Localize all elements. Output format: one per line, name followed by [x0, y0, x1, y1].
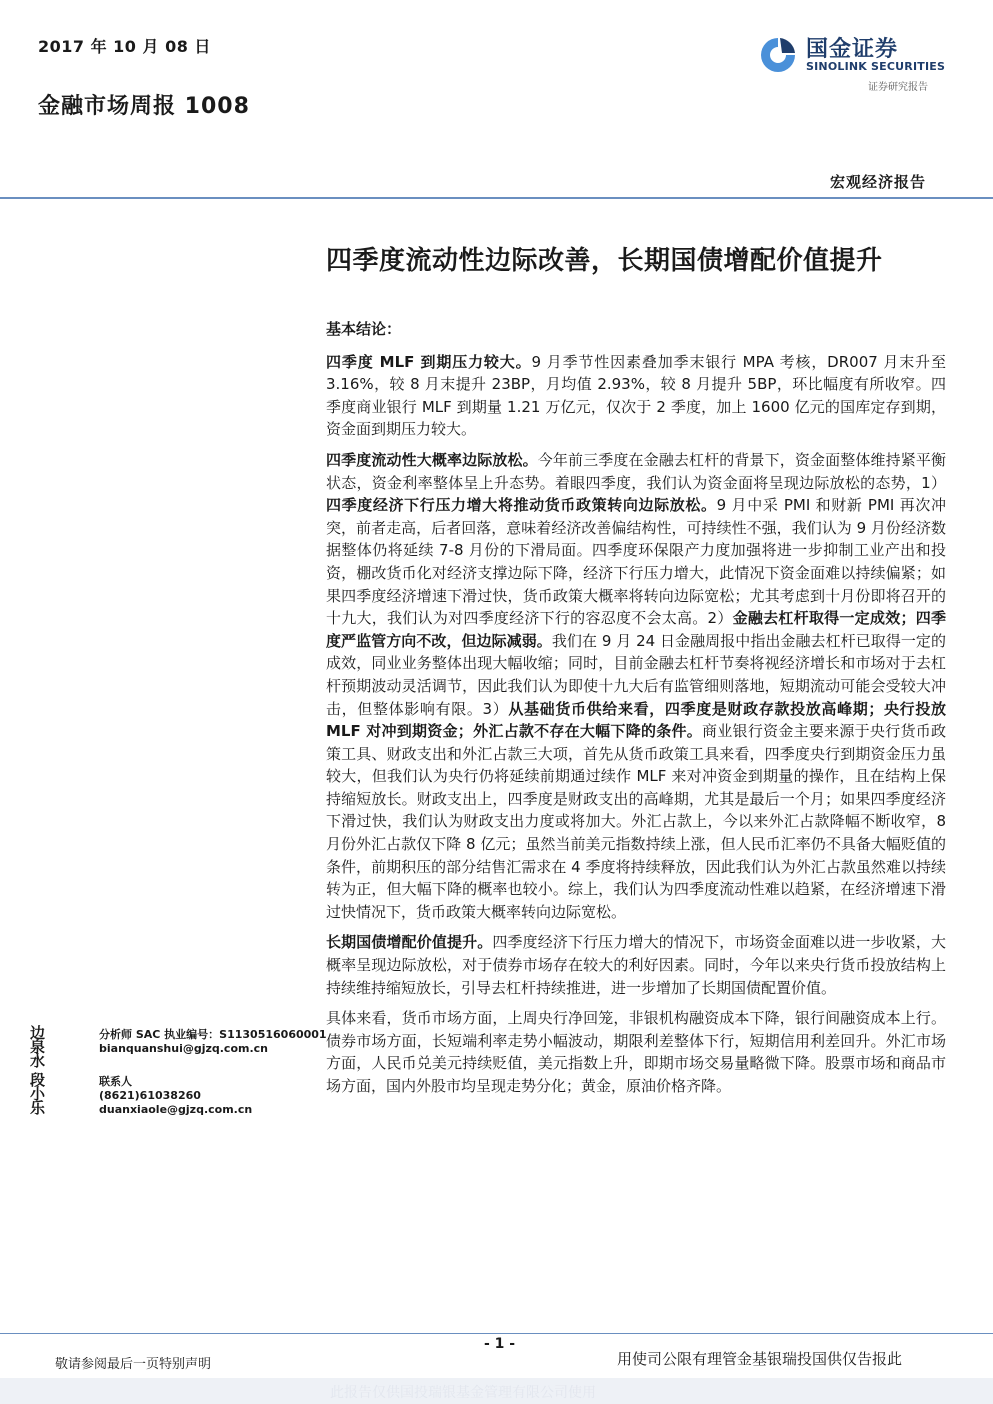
body-text: 9 月中采 PMI 和财新 PMI 再次冲突，前者走高，后者回落，意味着经济改善偏结构性，可持续性不强，我们认为 9 月份经济数据整体仍将延续 7-8 月份的下滑局面。四季度环保限产力度加强将进一步抑制工业产出和投资，棚改货币化对经济支撑边际下降，经济下行压力增大，此情况下资金面难以持续偏紧；如果四季度经济增速下滑过快，货币政策大概率将转向边际宽松；尤其考虑到十月份即将召开的十九大，我们认为对四季度经济下行的容忍度不会太高。2）: [326, 496, 946, 628]
page-number: - 1 -: [484, 1336, 516, 1352]
author-role: 分析师 SAC 执业编号：S1130516060001: [99, 1028, 327, 1041]
header-divider: [0, 197, 993, 199]
author-email[interactable]: bianquanshui@gjzq.com.cn: [99, 1042, 269, 1055]
author-email[interactable]: duanxiaole@gjzq.com.cn: [99, 1103, 253, 1116]
author-role: 联系人: [99, 1075, 132, 1088]
main-content: [326, 318, 946, 1106]
emphasis-text: 从基础货币供给来看，四季度是财政存款投放高峰期；央行投放 MLF 对冲到期资金；外汇占款不存在大幅下降的条件。: [326, 699, 946, 741]
company-logo: [756, 30, 946, 80]
report-headline: 四季度流动性边际改善，长期国债增配价值提升: [326, 246, 883, 276]
emphasis-text: 金融去杠杆取得一定成效；四季度严监管方向不改，但边际减弱。: [326, 609, 946, 650]
body-paragraph: [326, 931, 946, 999]
body-paragraph: [326, 1007, 946, 1097]
report-category: 宏观经济报告: [830, 173, 927, 191]
disclaimer-note: 敬请参阅最后一页特别声明: [55, 1357, 212, 1372]
author-details: [99, 1028, 327, 1056]
body-text: 今年前三季度在金融去杠杆的背景下，资金面整体维持紧平衡状态，资金利率整体呈上升态势。着眼四季度，我们认为资金面将呈现边际放松的态势，1）: [326, 450, 946, 492]
section-title: 基本结论：: [326, 320, 402, 338]
sinolink-logo-icon: [756, 34, 800, 76]
footer-divider: [0, 1333, 993, 1334]
body-text: 商业银行资金主要来源于央行货币政策工具、财政支出和外汇占款三大项，首先从货币政策工具来看，四季度央行到期资金压力虽较大，但我们认为央行仍将延续前期通过续作 MLF 来对冲资金到期量的操作，且在结构上保持缩短放长。财政支出上，四季度是财政支出的高峰期，尤其是最后一个月；如果四季度经济下滑过快，我们认为财政支出力度或将加大。外汇占款上，今以来外汇占款降幅不断收窄，8 月份外汇占款仅下降 8 亿元；虽然当前美元指数持续上涨，但人民币汇率仍不具备大幅贬值的条件，前期积压的部分结售汇需求在 4 季度将持续释放，因此我们认为外汇占款虽然难以持续转为正，但大幅下降的概率也较小。综上，我们认为四季度流动性难以趋紧，在经济增速下滑过快情况下，货币政策大概率转向边际宽松。: [326, 722, 946, 921]
logo-chinese-name: 国金证券: [806, 37, 899, 62]
watermark-text: 此报告仅供国投瑞银基金管理有限公司使用: [330, 1385, 596, 1401]
emphasis-text: 长期国债增配价值提升。: [326, 933, 493, 952]
body-text: 四季度经济下行压力增大的情况下，市场资金面难以进一步收紧，大概率呈现边际放松，对于债券市场存在较大的利好因素。同时，今年以来央行货币投放结构上持续维持缩短放长，引导去杠杆持续推进，进一步增加了长期国债配置价值。: [326, 933, 946, 997]
logo-subtitle: 证券研究报告: [868, 82, 928, 93]
emphasis-text: 四季度 MLF 到期压力较大。: [326, 352, 532, 371]
author-name: 段小乐: [30, 1071, 48, 1117]
paragraph-list: [326, 351, 946, 1098]
report-name: 金融市场周报 1008: [38, 94, 250, 119]
body-paragraph: [326, 449, 946, 923]
distribution-note: 用使司公限有理管金基银瑞投国供仅告报此: [617, 1350, 903, 1368]
author-phone: (8621)61038260: [99, 1089, 201, 1102]
emphasis-text: 四季度经济下行压力增大将推动货币政策转向边际放松。: [326, 496, 717, 515]
body-paragraph: [326, 351, 946, 441]
body-text: 9 月季节性因素叠加季末银行 MPA 考核，DR007 月末升至 3.16%，较 8 月末提升 23BP，月均值 2.93%，较 8 月提升 5BP，环比幅度有所收窄。四季度商业银行 MLF 到期量 1.21 万亿元，仅次于 2 季度，加上 1600 亿元的国库定存到期，资金面到期压力较大。: [326, 352, 946, 439]
emphasis-text: 四季度流动性大概率边际放松。: [326, 450, 538, 469]
author-details: [99, 1075, 252, 1117]
body-text: 我们在 9 月 24 日金融周报中指出金融去杠杆已取得一定的成效，同业业务整体出现大幅收缩；同时，目前金融去杠杆节奏将视经济增长和市场对于去杠杆预期波动灵活调节，因此我们认为即使十九大后有监管细则落地，短期流动可能会受较大冲击，但整体影响有限。3）: [326, 631, 946, 718]
body-text: 具体来看，货币市场方面，上周央行净回笼，非银机构融资成本下降，银行间融资成本上行。债券市场方面，长短端利率走势小幅波动，期限利差整体下行，短期信用利差回升。外汇市场方面，人民币兑美元持续贬值，美元指数上升，即期市场交易量略微下降。股票市场和商品市场方面，国内外股市均呈现走势分化；黄金，原油价格齐降。: [326, 1009, 946, 1095]
report-date: 2017 年 10 月 08 日: [38, 37, 211, 56]
logo-english-name: SINOLINK SECURITIES: [806, 60, 946, 73]
author-name: 边泉水: [30, 1024, 48, 1070]
